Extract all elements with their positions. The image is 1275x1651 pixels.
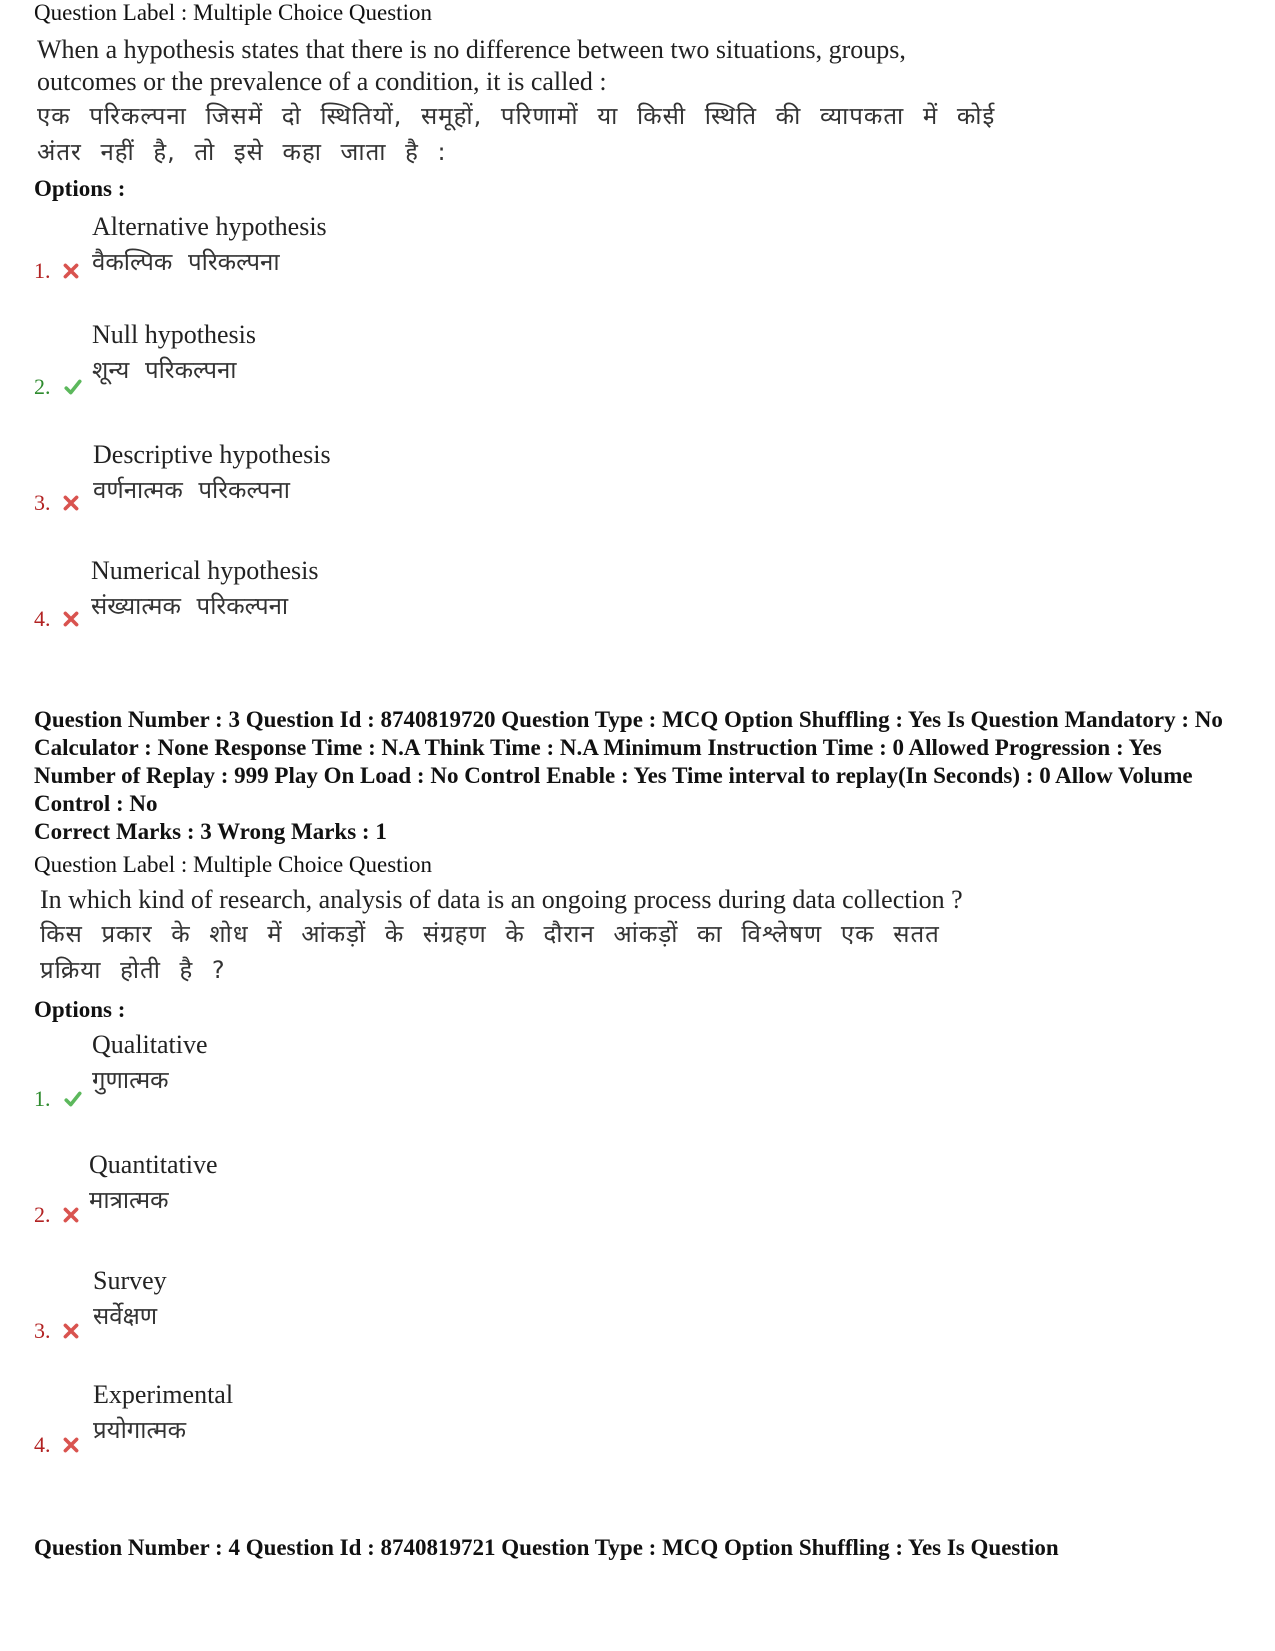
option-text-hi: वैकल्पिक परिकल्पना: [92, 248, 280, 276]
option-number-text: 3.: [34, 1318, 51, 1343]
option-text-hi: प्रयोगात्मक: [93, 1416, 187, 1444]
option-text-en: Numerical hypothesis: [91, 556, 319, 585]
check-icon: [62, 378, 84, 396]
cross-icon: [62, 1322, 80, 1340]
option-item: [34, 556, 634, 636]
option-number-text: 2.: [34, 1202, 51, 1227]
question-text-hi: किस प्रकार के शोध में आंकड़ों के संग्रहण के दौरान आंकड़ों का विश्लेषण एक सतत प्रक्रिया होती है ?: [40, 920, 940, 984]
option-text-en: Alternative hypothesis: [92, 212, 327, 241]
cross-icon: [62, 262, 80, 280]
option-number: [34, 1202, 80, 1228]
cross-icon: [62, 494, 80, 512]
option-number: [34, 374, 84, 400]
question-label-prefix: Question Label :: [34, 852, 194, 877]
option-number-text: 3.: [34, 490, 51, 515]
option-text-en: Null hypothesis: [92, 320, 256, 349]
option-item: [34, 1380, 634, 1460]
question-text: [40, 884, 1000, 988]
option-text-en: Survey: [93, 1266, 167, 1295]
option-item: [34, 1266, 634, 1346]
option-item: [34, 320, 634, 400]
question-text-hi: एक परिकल्पना जिसमें दो स्थितियों, समूहों, परिणामों या किसी स्थिति की व्यापकता में कोई अंतर नहीं है, तो इसे कहा जाता है :: [37, 102, 996, 166]
question-label-value: Multiple Choice Question: [193, 852, 432, 877]
option-text-hi: संख्यात्मक परिकल्पना: [91, 592, 289, 620]
option-number: [34, 1432, 80, 1458]
option-text-en: Qualitative: [92, 1030, 208, 1059]
option-number-text: 4.: [34, 606, 51, 631]
option-text-hi: मात्रात्मक: [89, 1186, 169, 1214]
option-number: [34, 258, 80, 284]
option-number-text: 4.: [34, 1432, 51, 1457]
option-text-hi: शून्य परिकल्पना: [92, 356, 237, 384]
options-heading: Options :: [34, 176, 126, 201]
option-item: [34, 440, 634, 520]
cross-icon: [62, 1206, 80, 1224]
option-number-text: 2.: [34, 374, 51, 399]
cross-icon: [62, 610, 80, 628]
option-number: [34, 1086, 84, 1112]
option-item: [34, 1030, 634, 1110]
question-text-en: When a hypothesis states that there is no difference between two situations, groups, outcomes or the prevalence of a condition, it is called :: [37, 35, 906, 96]
option-text-hi: गुणात्मक: [92, 1066, 169, 1094]
cross-icon: [62, 1436, 80, 1454]
option-number-text: 1.: [34, 1086, 51, 1111]
check-icon: [62, 1090, 84, 1108]
question-marks: Correct Marks : 3 Wrong Marks : 1: [34, 819, 387, 844]
option-number: [34, 606, 80, 632]
question-label-value: Multiple Choice Question: [193, 0, 432, 25]
question-text-en: In which kind of research, analysis of data is an ongoing process during data collection ?: [40, 885, 963, 914]
options-heading: Options :: [34, 997, 126, 1022]
option-text-en: Descriptive hypothesis: [93, 440, 331, 469]
option-item: [34, 1150, 634, 1230]
option-text-en: Experimental: [93, 1380, 234, 1409]
option-item: [34, 212, 634, 292]
option-text-en: Quantitative: [89, 1150, 218, 1179]
question-meta: Question Number : 3 Question Id : 8740819720 Question Type : MCQ Option Shuffling : Yes Is Question Mandatory : No Calculator : None Response Time : N.A Think Time : N.A Minimum Instruction Time : 0 Allowed Progression : Yes Number of Replay : 999 Play On Load : No Control Enable : Yes Time interval to replay(In Seconds) : 0 Allow Volume Control : No: [34, 707, 1223, 816]
option-text-hi: वर्णनात्मक परिकल्पना: [93, 476, 290, 504]
option-number: [34, 490, 80, 516]
option-text-hi: सर्वेक्षण: [93, 1302, 158, 1330]
question-label-prefix: Question Label :: [34, 0, 194, 25]
question-label: [34, 852, 432, 878]
question-label: [34, 0, 432, 26]
option-number-text: 1.: [34, 258, 51, 283]
option-number: [34, 1318, 80, 1344]
question-text: [37, 34, 997, 170]
question-meta: Question Number : 4 Question Id : 8740819721 Question Type : MCQ Option Shuffling : Yes Is Question: [34, 1535, 1059, 1560]
